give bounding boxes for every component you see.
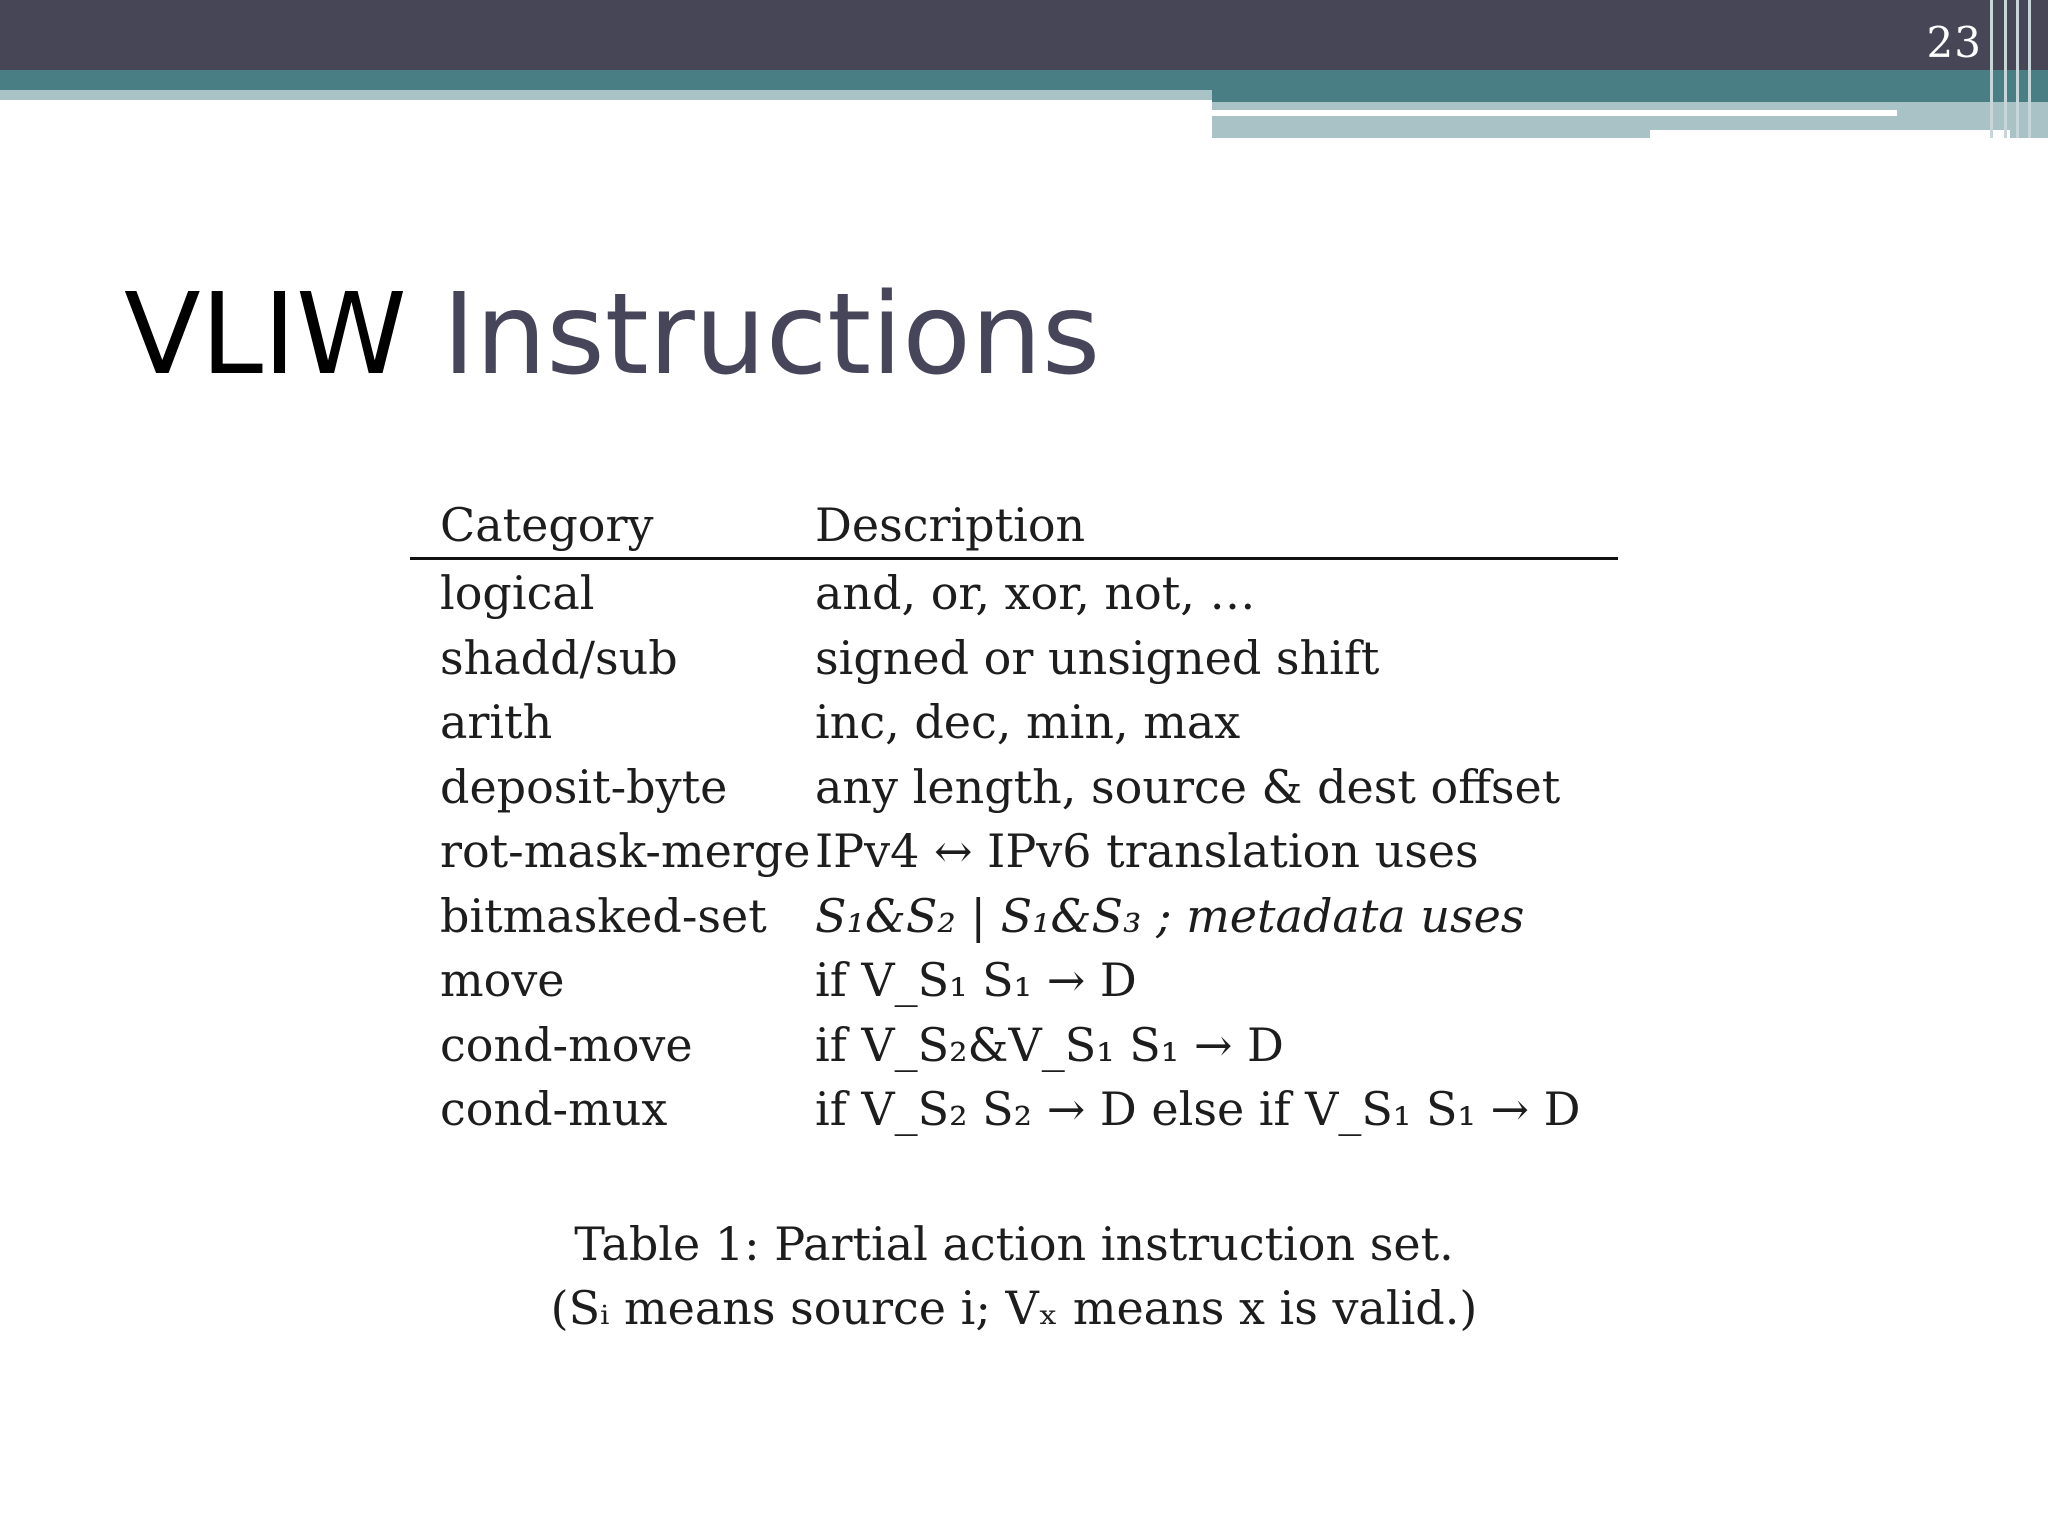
row-category: logical [440,566,595,620]
table-row [410,755,1618,820]
row-description: if V_S₂ S₂ → D else if V_S₁ S₁ → D [815,1082,1581,1136]
table-row [410,884,1618,949]
table-body [410,560,1618,1142]
instruction-table [410,493,1618,1142]
table-caption [410,1212,1618,1340]
table-row [410,626,1618,691]
header-vertical-line [2004,0,2007,138]
slide-title-part1: VLIW [124,270,407,400]
row-category: rot-mask-merge [440,824,811,878]
column-header-category: Category [440,498,654,552]
table-header-row [410,493,1618,560]
row-category: cond-move [440,1017,693,1072]
row-category: move [440,953,565,1007]
table-row [410,948,1618,1013]
header-divider-line-short [1650,130,2010,138]
row-description: signed or unsigned shift [815,630,1380,685]
header-accent-strip [0,90,1212,100]
header-vertical-line [2028,0,2031,138]
row-description: if V_S₂&V_S₁ S₁ → D [815,1017,1284,1072]
row-description: S₁&S₂ | S₁&S₃ ; metadata uses [815,888,1525,943]
row-description: any length, source & dest offset [815,759,1561,814]
header-vertical-line [2016,0,2019,138]
header-bar [0,0,2048,70]
slide-title [124,270,1100,400]
header-divider-line [1212,110,1897,116]
row-category: arith [440,695,553,749]
header-accent-band [0,70,2048,90]
row-category: deposit-byte [440,759,728,814]
row-description: inc, dec, min, max [815,695,1241,749]
table-caption-line1: Table 1: Partial action instruction set. [574,1217,1454,1271]
row-category: bitmasked-set [440,888,767,943]
row-category: shadd/sub [440,630,678,685]
column-header-description: Description [815,498,1086,552]
row-description: and, or, xor, not, … [815,566,1256,620]
table-caption-line2: (Sᵢ means source i; Vₓ means x is valid.) [550,1281,1478,1335]
slide-number: 23 [1926,18,1982,67]
slide-title-part2: Instructions [442,270,1101,400]
table-row [410,1077,1618,1142]
header-accent-block [1212,90,2048,102]
table-row [410,690,1618,755]
table-row [410,819,1618,884]
row-description: if V_S₁ S₁ → D [815,953,1137,1007]
row-description: IPv4 ↔ IPv6 translation uses [815,824,1479,878]
table-row [410,561,1618,626]
header-vertical-line [1990,0,1993,138]
row-category: cond-mux [440,1082,668,1136]
table-row [410,1013,1618,1078]
